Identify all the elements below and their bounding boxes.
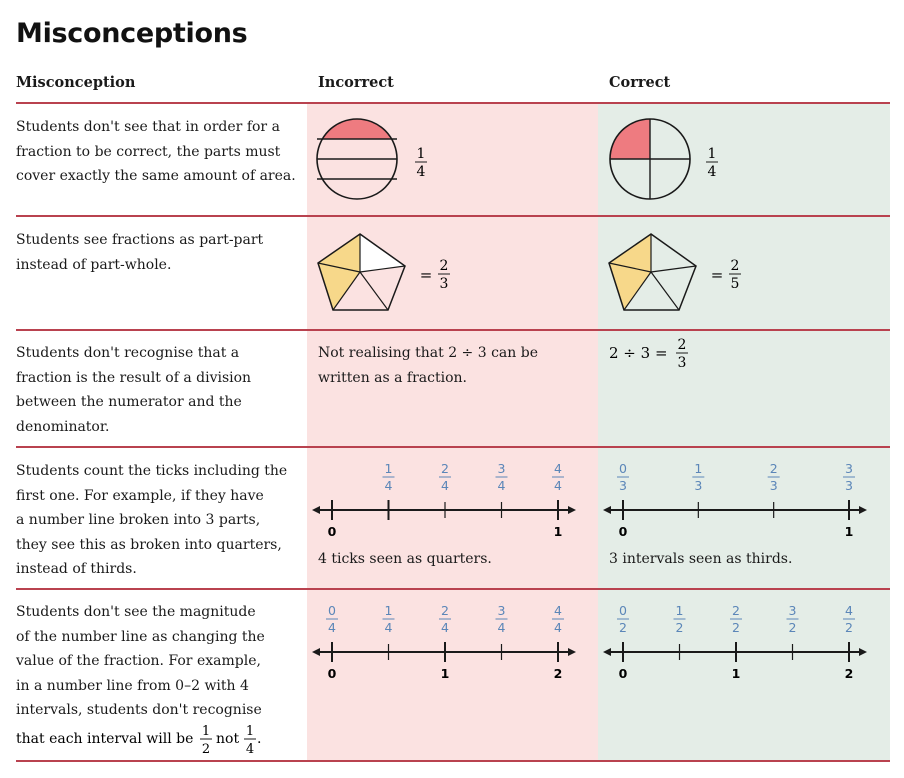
equals-sign: = [710, 266, 724, 284]
correct-pentagon-figure [601, 222, 761, 322]
tick-fraction-numerator: 3 [845, 461, 853, 476]
tick-fraction-numerator: 1 [384, 461, 393, 476]
left-arrow [603, 648, 611, 656]
tick-fraction-denominator: 4 [384, 478, 393, 493]
tick-fraction-denominator: 4 [441, 620, 449, 635]
correct-circle-figure [601, 110, 741, 210]
axis-label: 2 [553, 666, 563, 681]
equals-sign: = [419, 266, 433, 284]
axis-label: 1 [440, 666, 450, 681]
svg-text:.: . [257, 731, 262, 747]
incorrect-pentagon-figure [310, 222, 470, 322]
fraction-numerator: 2 [730, 258, 740, 274]
right-arrow [568, 648, 576, 656]
tick-fraction-numerator: 1 [675, 603, 684, 618]
svg-text:1: 1 [245, 724, 255, 739]
tick-fraction-numerator: 2 [769, 461, 778, 476]
svg-text:2: 2 [201, 742, 211, 757]
axis-label: 0 [618, 524, 628, 539]
misconception-text: Students don't see the magnitude of the number line as changing the value of the fraction. For example, in a number line from 0–2 with 4 intervals, students don't recognise [16, 604, 265, 718]
misconception-text: Students count the ticks including the first one. For example, if they have a number line broken into 3 parts, they see this as broken into quarters, instead of thirds. [16, 463, 288, 577]
tick-fraction-numerator: 4 [845, 603, 853, 618]
tick-fraction-denominator: 2 [788, 620, 797, 635]
fraction-numerator: 2 [439, 258, 449, 274]
fraction-denominator: 4 [707, 164, 717, 180]
tick-fraction-denominator: 4 [497, 620, 506, 635]
axis-label: 0 [327, 666, 337, 681]
fraction-denominator: 4 [416, 164, 426, 180]
tick-fraction-denominator: 4 [497, 478, 506, 493]
svg-text:4: 4 [245, 742, 255, 757]
number-line-incorrect-row5 [310, 597, 580, 687]
division-text: 2 ÷ 3 = [609, 344, 668, 362]
tick-fraction-denominator: 4 [384, 620, 393, 635]
tick-fraction-numerator: 3 [788, 603, 797, 618]
row-divider [16, 588, 890, 590]
row-divider [16, 760, 890, 762]
column-header-misconception: Misconception [16, 74, 136, 91]
fraction-numerator: 1 [416, 146, 426, 162]
tick-fraction-denominator: 4 [441, 478, 449, 493]
svg-text:that each interval will be: that each interval will be [16, 731, 194, 747]
right-arrow [859, 648, 867, 656]
tick-fraction-numerator: 2 [441, 461, 449, 476]
row-divider [16, 446, 890, 448]
tick-fraction-numerator: 0 [619, 461, 627, 476]
right-arrow [568, 506, 576, 514]
tick-fraction-denominator: 3 [769, 478, 778, 493]
incorrect-caption: 4 ticks seen as quarters. [318, 551, 492, 567]
correct-caption: 3 intervals seen as thirds. [609, 551, 793, 567]
incorrect-circle-figure [310, 110, 450, 210]
number-line-incorrect-row4 [310, 455, 580, 545]
fraction-denominator: 3 [439, 276, 449, 292]
row-divider [16, 329, 890, 331]
row-divider [16, 215, 890, 217]
axis-label: 1 [553, 524, 563, 539]
fraction-numerator: 1 [707, 146, 717, 162]
axis-label: 1 [731, 666, 741, 681]
tick-fraction-denominator: 3 [845, 478, 853, 493]
fraction-denominator: 5 [730, 276, 740, 292]
tick-fraction-numerator: 1 [694, 461, 703, 476]
column-header-incorrect: Incorrect [318, 74, 394, 91]
axis-label: 0 [327, 524, 337, 539]
tick-fraction-denominator: 2 [732, 620, 740, 635]
tick-fraction-numerator: 3 [497, 603, 506, 618]
tick-fraction-denominator: 2 [675, 620, 684, 635]
tick-fraction-numerator: 0 [619, 603, 627, 618]
column-header-correct: Correct [609, 74, 671, 91]
tick-fraction-numerator: 2 [441, 603, 449, 618]
right-arrow [859, 506, 867, 514]
number-line-correct-row5 [601, 597, 871, 687]
tick-fraction-denominator: 4 [554, 620, 562, 635]
misconception-text: Students don't recognise that a fraction is the result of a division between the numerator and the denominator. [16, 345, 252, 435]
misconception-text: Students see fractions as part-part instead of part-whole. [16, 232, 264, 273]
misconception-text: Students don't see that in order for a fraction to be correct, the parts must cover exactly the same amount of area. [16, 119, 296, 184]
number-line-correct-row4 [601, 455, 871, 545]
left-arrow [312, 506, 320, 514]
row-divider [16, 102, 890, 104]
incorrect-explanation: Not realising that 2 ÷ 3 can be written as a fraction. [318, 345, 538, 386]
svg-text:not: not [216, 731, 240, 747]
axis-label: 0 [618, 666, 628, 681]
tick-fraction-numerator: 4 [554, 603, 562, 618]
tick-fraction-denominator: 2 [619, 620, 627, 635]
fraction-denominator: 3 [677, 355, 687, 371]
page-title: Misconceptions [16, 18, 248, 49]
tick-fraction-numerator: 1 [384, 603, 393, 618]
tick-fraction-numerator: 4 [554, 461, 562, 476]
tick-fraction-denominator: 3 [619, 478, 627, 493]
tick-fraction-numerator: 3 [497, 461, 506, 476]
tick-fraction-numerator: 0 [328, 603, 336, 618]
svg-text:1: 1 [201, 724, 211, 739]
tick-fraction-denominator: 4 [328, 620, 336, 635]
tick-fraction-denominator: 3 [694, 478, 703, 493]
left-arrow [312, 648, 320, 656]
axis-label: 2 [844, 666, 854, 681]
division-expression [605, 334, 725, 374]
left-arrow [603, 506, 611, 514]
tick-fraction-denominator: 2 [845, 620, 853, 635]
tick-fraction-denominator: 4 [554, 478, 562, 493]
tick-fraction-numerator: 2 [732, 603, 740, 618]
misconception-last-line [16, 720, 276, 760]
axis-label: 1 [844, 524, 854, 539]
fraction-numerator: 2 [677, 337, 687, 353]
